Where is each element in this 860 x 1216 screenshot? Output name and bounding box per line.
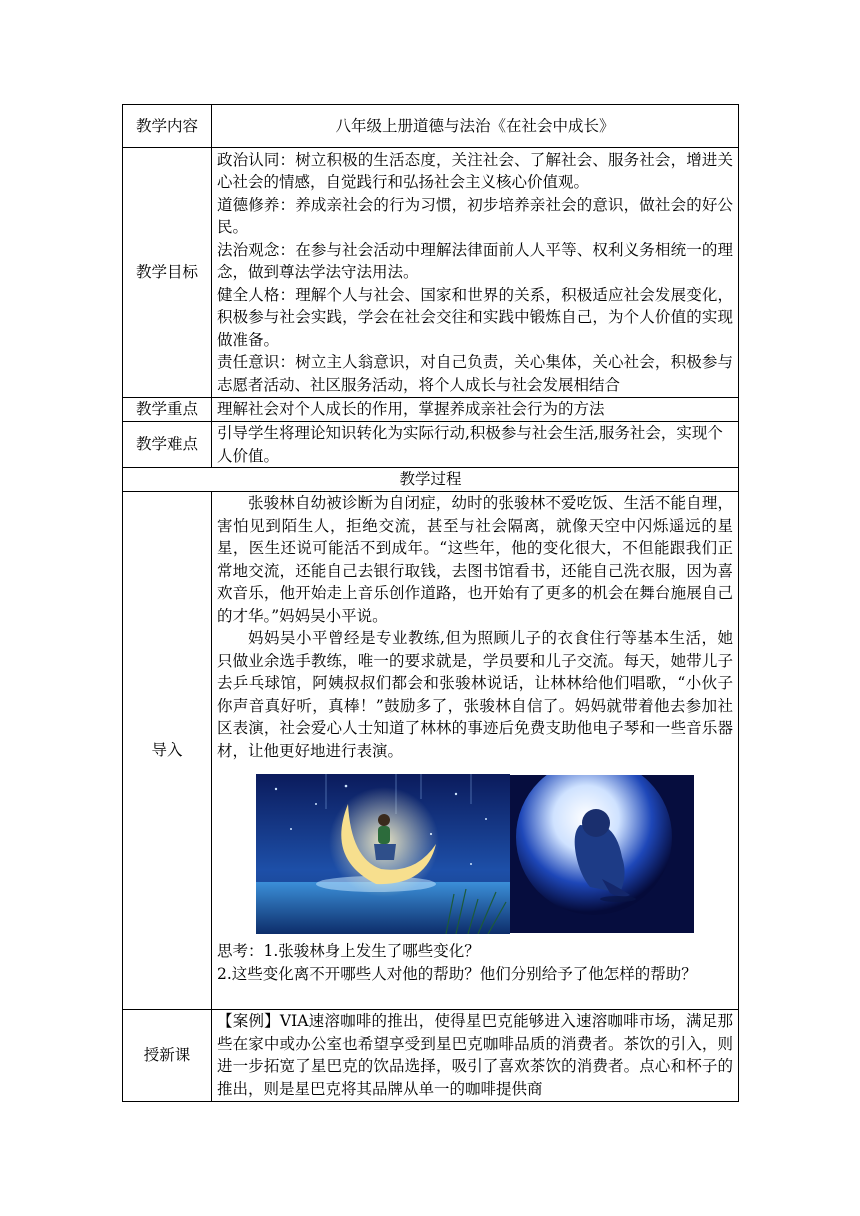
difficulty-row xyxy=(123,422,739,468)
intro-label: 导入 xyxy=(123,492,212,1010)
goal-moral: 道德修养：养成亲社会的行为习惯，初步培养亲社会的意识，做社会的好公民。 xyxy=(217,195,733,237)
new-lesson-text-wrapper xyxy=(217,1010,733,1100)
boy-in-light-illustration xyxy=(510,775,694,933)
key-point-value: 理解社会对个人成长的作用，掌握养成亲社会行为的方法 xyxy=(212,398,739,422)
content-label: 教学内容 xyxy=(123,105,212,148)
intro-paragraph-1: 张骏林自幼被诊断为自闭症，幼时的张骏林不爱吃饭、生活不能自理，害怕见到陌生人，拒绝交流，甚至与社会隔离，就像天空中闪烁遥远的星星，医生还说可能活不到成年。“这些年，他的变化很大，不但能跟我们正常地交流，还能自己去银行取钱，去图书馆看书，还能自己洗衣服，因为喜欢音乐，他开始走上音乐创作道路，也开始有了更多的机会在舞台施展自己的才华。”妈妈吴小平说。 xyxy=(217,494,733,625)
intro-question-2: 2.这些变化离不开哪些人对他的帮助？他们分别给予了他怎样的帮助？ xyxy=(217,964,697,983)
intro-question-1: 思考：1.张骏林身上发生了哪些变化？ xyxy=(217,942,480,960)
key-point-row xyxy=(123,398,739,422)
new-lesson-case-text: 【案例】VIA速溶咖啡的推出，使得星巴克能够进入速溶咖啡市场，满足那些在家中或办公室也希望享受到星巴克咖啡品质的消费者。茶饮的引入，则进一步拓宽了星巴克的饮品选择，吸引了喜欢茶饮的消费者。点心和杯子的推出，则是星巴克将其品牌从单一的咖啡提供商 xyxy=(217,1012,733,1098)
goal-law: 法治观念：在参与社会活动中理解法律面前人人平等、权利义务相统一的理念，做到尊法学法守法用法。 xyxy=(217,240,733,282)
goal-personality: 健全人格：理解个人与社会、国家和世界的关系，积极适应社会发展变化，积极参与社会实践，学会在社会交往和实践中锻炼自己，为个人价值的实现做准备。 xyxy=(217,285,733,349)
goals-cell xyxy=(212,148,739,398)
illustration-group xyxy=(217,774,733,934)
difficulty-label: 教学难点 xyxy=(123,422,212,468)
process-header-row xyxy=(123,468,739,492)
process-header: 教学过程 xyxy=(123,468,739,492)
goals-label: 教学目标 xyxy=(123,148,212,398)
goal-responsibility: 责任意识：树立主人翁意识，对自己负责，关心集体，关心社会，积极参与志愿者活动、社区服务活动，将个人成长与社会发展相结合 xyxy=(217,353,733,394)
goal-political: 政治认同：树立积极的生活态度，关注社会、了解社会、服务社会，增进关心社会的情感，自觉践行和弘扬社会主义核心价值观。 xyxy=(217,150,733,192)
goals-row xyxy=(123,148,739,398)
new-lesson-row xyxy=(123,1010,739,1102)
lesson-plan-table xyxy=(122,104,739,1102)
intro-row xyxy=(123,492,739,1010)
content-row xyxy=(123,105,739,148)
new-lesson-label: 授新课 xyxy=(123,1010,212,1102)
boy-on-moon-illustration xyxy=(256,774,510,934)
new-lesson-cell xyxy=(212,1010,739,1102)
intro-cell xyxy=(212,492,739,1010)
difficulty-value: 引导学生将理论知识转化为实际行动,积极参与社会生活,服务社会，实现个人价值。 xyxy=(212,422,739,468)
key-point-label: 教学重点 xyxy=(123,398,212,422)
content-value: 八年级上册道德与法治《在社会中成长》 xyxy=(212,105,739,148)
intro-paragraph-2: 妈妈吴小平曾经是专业教练,但为照顾儿子的衣食住行等基本生活，她只做业余选手教练，唯一的要求就是，学员要和儿子交流。每天，她带儿子去乒乓球馆，阿姨叔叔们都会和张骏林说话，让林林给他们唱歌，“小伙子你声音真好听，真棒！”鼓励多了，张骏林自信了。妈妈就带着他去参加社区表演，社会爱心人士知道了林林的事迹后免费支助他电子琴和一些音乐器材，让他更好地进行表演。 xyxy=(217,629,733,760)
